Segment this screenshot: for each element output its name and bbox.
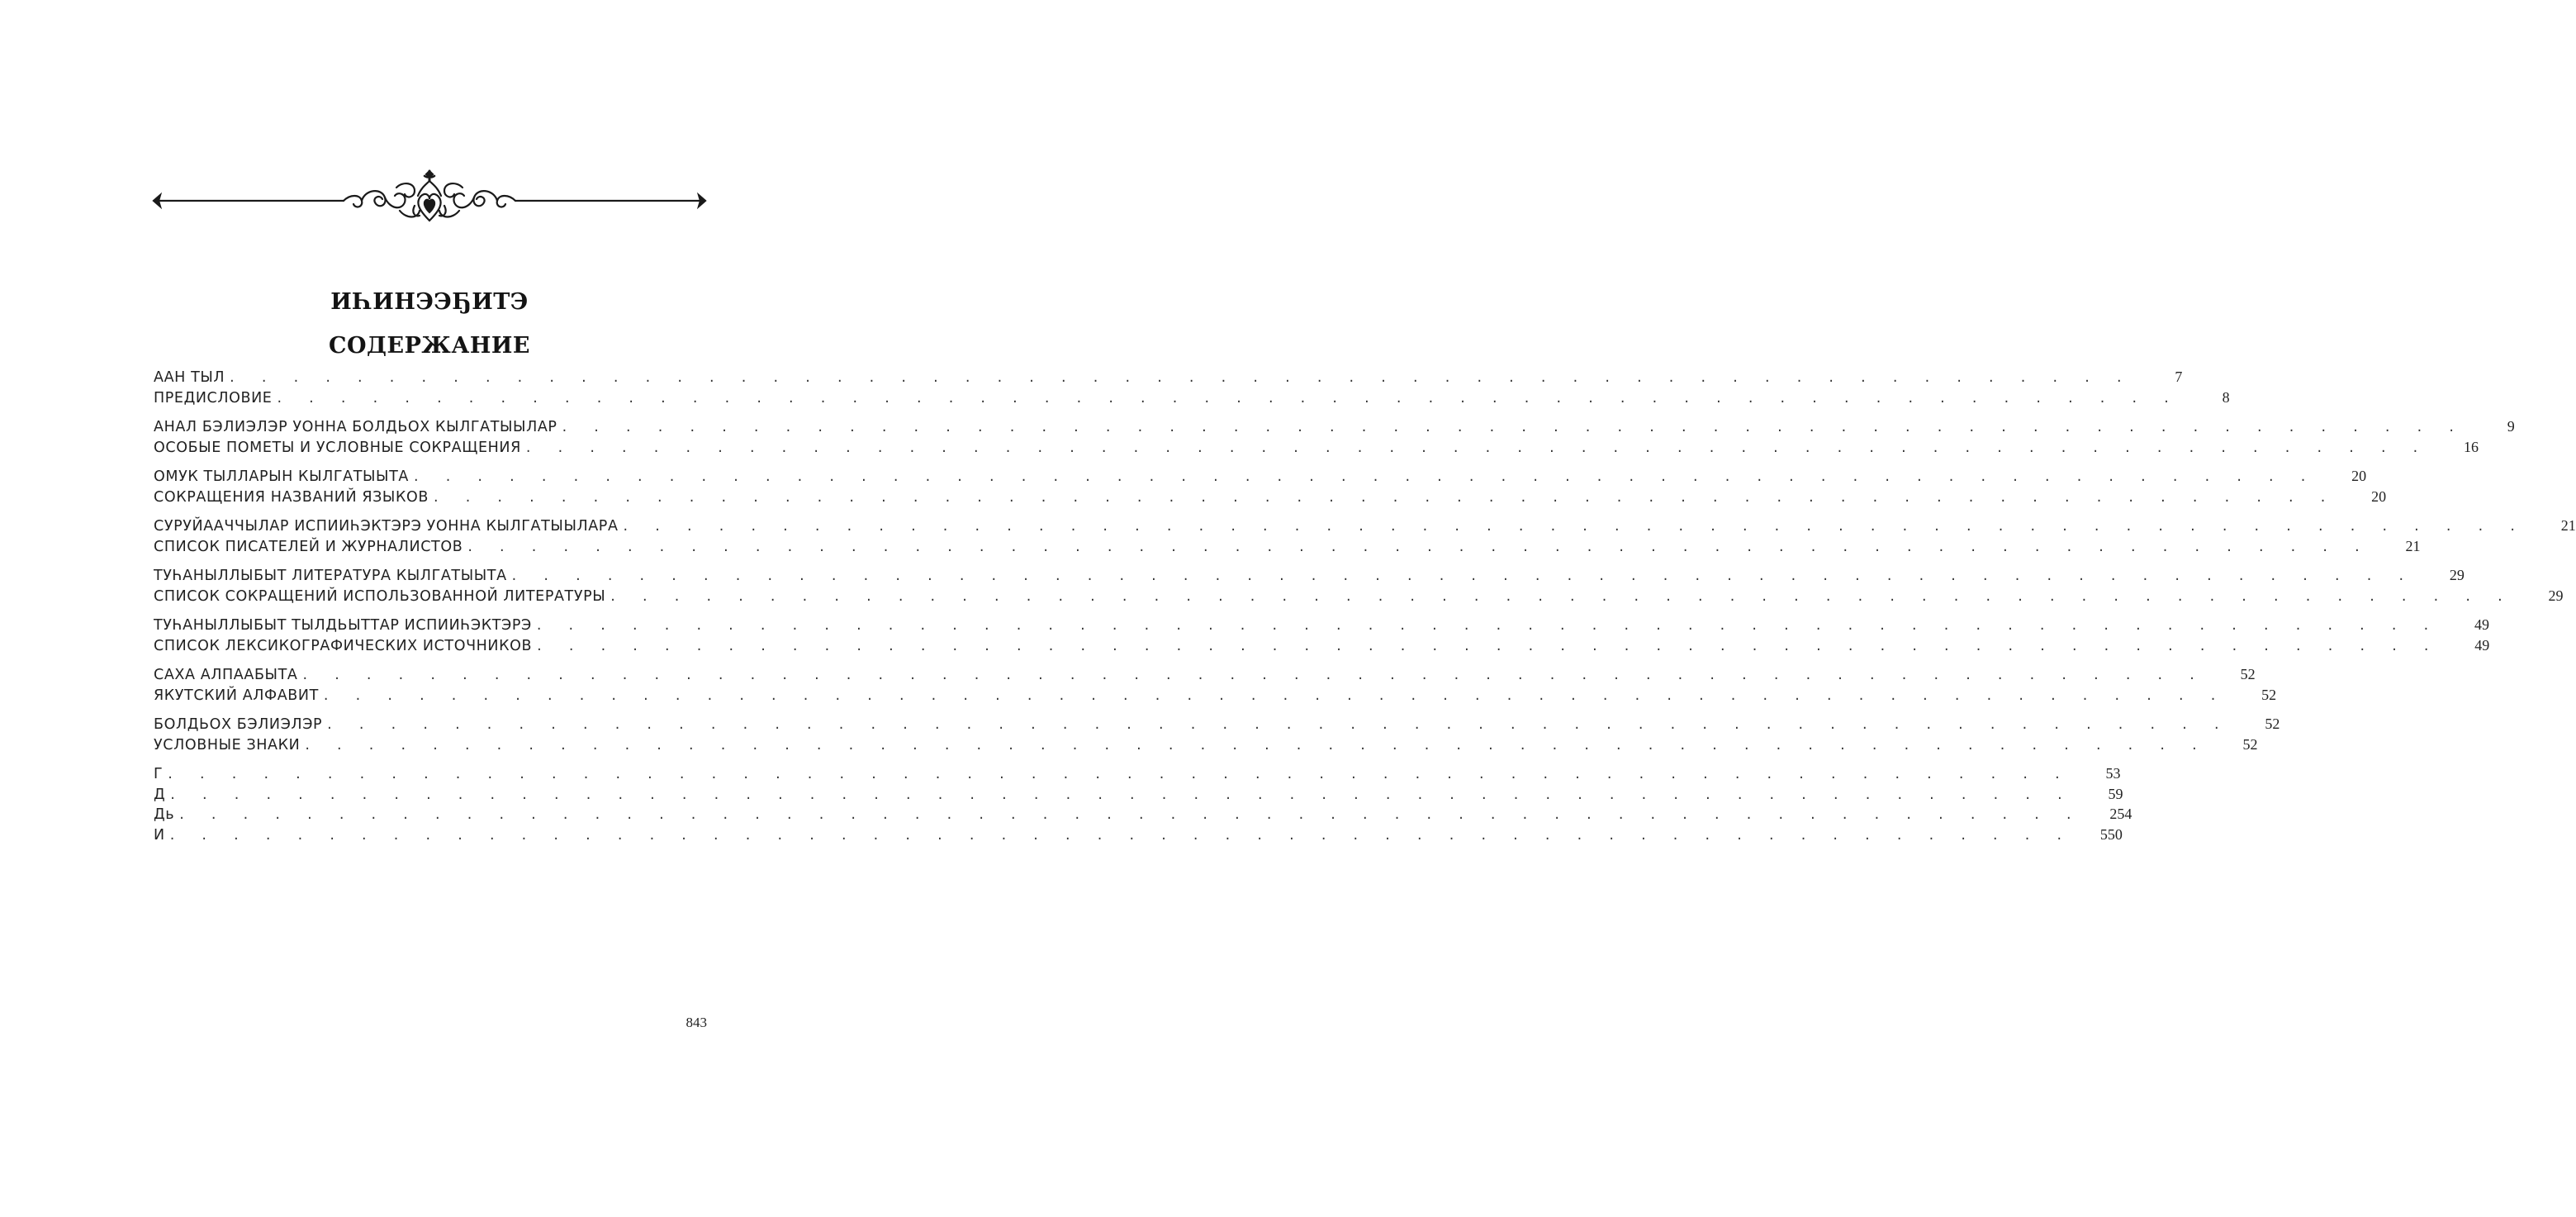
toc-group [154,616,2490,657]
toc-group [154,418,2515,459]
toc-entry[interactable] [154,567,2465,587]
toc-group [154,666,2277,706]
toc-group [154,517,2576,558]
toc-entry-page: 52 [2242,735,2258,753]
page-number: 843 [686,1015,707,1030]
dot-leader: . . . . . . . . . . . . . . . . . . . . . . . . . . . . . . . . . . . . . . . . . . . . . . . . . . . . . . . . . . . . [305,736,2208,753]
dot-leader: . . . . . . . . . . . . . . . . . . . . . . . . . . . . . . . . . . . . . . . . . . . . . . . . . . . . . . . . . . . . [302,667,2206,683]
toc-entry-page: 21 [2560,517,2576,534]
dot-leader: . . . . . . . . . . . . . . . . . . . . . . . . . . . . . . . . . . . . . . . . . . . . . . . . . . . . . . . . . . . . [511,568,2415,584]
toc-entry-title: ТУҺАНЫЛЛЫБЫТ ЛИТЕРАТУРА КЫЛГАТЫЫТА [154,568,507,584]
toc-entry-title: ТУҺАНЫЛЛЫБЫТ ТЫЛДЬЫТТАР ИСПИИҺЭКТЭРЭ [154,617,532,634]
dot-leader: . . . . . . . . . . . . . . . . . . . . . . . . . . . . . . . . . . . . . . . . . . . . . . . . . . . . . . . . . . . . [327,716,2231,733]
toc-group [154,715,2280,756]
toc-group [154,368,2230,409]
toc-entry-title: ПРЕДИСЛОВИЕ [154,389,273,406]
dot-leader: . . . . . . . . . . . . . . . . . . . . . . . . . . . . . . . . . . . . . . . . . . . . . . . . . . . . . . . . . . . . [169,826,2073,844]
toc-entry[interactable] [154,616,2489,637]
toc-entry[interactable] [154,806,2132,826]
toc-entry-title: СПИСОК ЛЕКСИКОГРАФИЧЕСКИХ ИСТОЧНИКОВ [154,637,533,654]
dot-leader: . . . . . . . . . . . . . . . . . . . . . . . . . . . . . . . . . . . . . . . . . . . . . . . . . . . . . . . . . . . . [536,617,2440,634]
dot-leader: . . . . . . . . . . . . . . . . . . . . . . . . . . . . . . . . . . . . . . . . . . . . . . . . . . . . . . . . . . . . [413,468,2317,485]
toc-entry-page: 59 [2108,785,2123,802]
toc-entry[interactable] [154,537,2421,559]
toc-entry[interactable] [154,735,2258,757]
toc-entry[interactable] [154,636,2490,658]
toc-entry-title: СОКРАЩЕНИЯ НАЗВАНИЙ ЯЗЫКОВ [154,488,429,506]
toc-entry[interactable] [154,765,2121,786]
toc-entry[interactable] [154,715,2280,736]
toc-entry-page: 29 [2449,567,2465,583]
toc-entry-title: ААН ТЫЛ [154,369,225,386]
toc-group [154,567,2564,607]
toc-entry-page: 53 [2105,765,2121,782]
toc-entry[interactable] [154,468,2367,488]
toc-entry-page: 550 [2099,825,2123,843]
dot-leader: . . . . . . . . . . . . . . . . . . . . . . . . . . . . . . . . . . . . . . . . . . . . . . . . . . . . . . . . . . . . [562,419,2465,435]
dot-leader: . . . . . . . . . . . . . . . . . . . . . . . . . . . . . . . . . . . . . . . . . . . . . . . . . . . . . . . . . . . . [179,806,2083,823]
toc-entry-page: 9 [2507,418,2515,435]
toc-entry-title: Г [154,766,164,782]
dot-leader: . . . . . . . . . . . . . . . . . . . . . . . . . . . . . . . . . . . . . . . . . . . . . . . . . . . . . . . . . . . . [623,518,2526,535]
toc-entry-page: 7 [2175,368,2183,385]
toc-entry-title: Дь [154,806,175,823]
toc-entry[interactable] [154,666,2256,687]
toc-group [154,765,2132,846]
toc-group [154,468,2387,508]
toc-entry-page: 8 [2222,388,2230,406]
dot-leader: . . . . . . . . . . . . . . . . . . . . . . . . . . . . . . . . . . . . . . . . . . . . . . . . . . . . . . . . . . . . [433,488,2337,506]
toc-entry-title: АНАЛ БЭЛИЭЛЭР УОННА БОЛДЬОХ КЫЛГАТЫЫЛАР [154,419,557,435]
toc-entry[interactable] [154,686,2277,707]
dot-leader: . . . . . . . . . . . . . . . . . . . . . . . . . . . . . . . . . . . . . . . . . . . . . . . . . . . . . . . . . . . . [230,369,2133,386]
toc-entry-page: 20 [2371,487,2387,505]
dot-leader: . . . . . . . . . . . . . . . . . . . . . . . . . . . . . . . . . . . . . . . . . . . . . . . . . . . . . . . . . . . . [170,786,2074,803]
toc-entry[interactable] [154,785,2123,806]
toc-entry-title: СУРУЙААЧЧЫЛАР ИСПИИҺЭКТЭРЭ УОННА КЫЛГАТЫЫЛАРА [154,518,619,535]
toc-entry-title: ОМУК ТЫЛЛАРЫН КЫЛГАТЫЫТА [154,468,409,485]
toc-entry-title: ОСОБЫЕ ПОМЕТЫ И УСЛОВНЫЕ СОКРАЩЕНИЯ [154,439,521,456]
dot-leader: . . . . . . . . . . . . . . . . . . . . . . . . . . . . . . . . . . . . . . . . . . . . . . . . . . . . . . . . . . . . [467,538,2371,555]
toc-entry-title: САХА АЛПААБЫТА [154,667,298,683]
table-of-contents [154,368,2576,855]
toc-entry-page: 52 [2261,686,2277,703]
toc-entry-title: И [154,826,165,844]
dot-leader: . . . . . . . . . . . . . . . . . . . . . . . . . . . . . . . . . . . . . . . . . . . . . . . . . . . . . . . . . . . . [525,439,2430,456]
toc-entry-page: 52 [2240,666,2256,682]
toc-entry-page: 49 [2474,636,2490,654]
toc-entry-page: 21 [2405,537,2421,554]
ornamental-divider-icon [149,169,710,229]
toc-entry[interactable] [154,587,2564,608]
dot-leader: . . . . . . . . . . . . . . . . . . . . . . . . . . . . . . . . . . . . . . . . . . . . . . . . . . . . . . . . . . . . [323,687,2227,704]
toc-entry-page: 254 [2109,806,2132,822]
dot-leader: . . . . . . . . . . . . . . . . . . . . . . . . . . . . . . . . . . . . . . . . . . . . . . . . . . . . . . . . . . . . [168,766,2071,782]
toc-entry-page: 29 [2548,587,2564,604]
dot-leader: . . . . . . . . . . . . . . . . . . . . . . . . . . . . . . . . . . . . . . . . . . . . . . . . . . . . . . . . . . . . [610,587,2514,605]
toc-entry-title: СПИСОК СОКРАЩЕНИЙ ИСПОЛЬЗОВАННОЙ ЛИТЕРАТУРЫ [154,587,606,605]
dot-leader: . . . . . . . . . . . . . . . . . . . . . . . . . . . . . . . . . . . . . . . . . . . . . . . . . . . . . . . . . . . . [537,637,2441,654]
toc-entry[interactable] [154,517,2576,538]
toc-entry-page: 49 [2474,616,2489,633]
title-block [0,279,859,363]
toc-entry-page: 16 [2464,438,2479,455]
toc-entry[interactable] [154,438,2479,459]
toc-entry[interactable] [154,825,2123,847]
toc-entry-title: СПИСОК ПИСАТЕЛЕЙ И ЖУРНАЛИСТОВ [154,538,463,555]
toc-entry-title: Д [154,786,166,803]
toc-entry[interactable] [154,388,2230,410]
toc-entry-title: ЯКУТСКИЙ АЛФАВИТ [154,687,319,704]
toc-entry[interactable] [154,487,2387,509]
toc-entry-title: БОЛДЬОХ БЭЛИЭЛЭР [154,716,323,733]
toc-entry[interactable] [154,418,2515,439]
dot-leader: . . . . . . . . . . . . . . . . . . . . . . . . . . . . . . . . . . . . . . . . . . . . . . . . . . . . . . . . . . . . [277,389,2180,406]
toc-entry-page: 52 [2265,715,2280,732]
page-title-yakut: ИҺИНЭЭҔИТЭ [330,289,529,315]
toc-entry-page: 20 [2351,468,2367,484]
toc-entry-title: УСЛОВНЫЕ ЗНАКИ [154,736,301,753]
page-title-russian: СОДЕРЖАНИЕ [329,333,530,359]
toc-entry[interactable] [154,368,2183,389]
